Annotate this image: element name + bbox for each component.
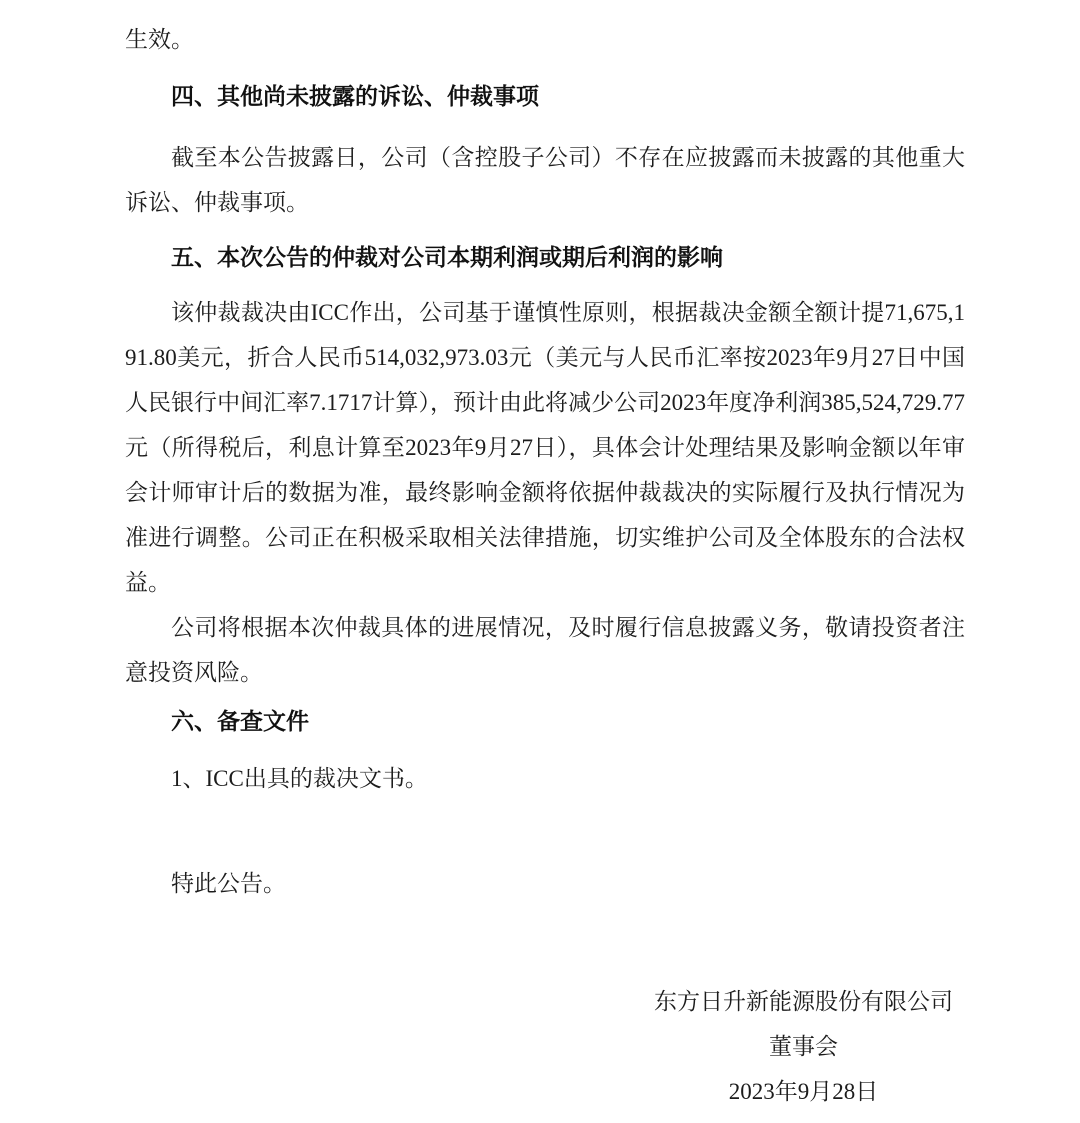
section-6-heading: 六、备查文件 (171, 708, 309, 734)
section-5-paragraph-investor-notice: 公司将根据本次仲裁具体的进展情况，及时履行信息披露义务，敬请投资者注意投资风险。 (125, 615, 965, 685)
signature-block (654, 979, 953, 1114)
section-5-heading: 五、本次公告的仲裁对公司本期利润或期后利润的影响 (171, 244, 723, 270)
closing-statement: 特此公告。 (171, 871, 286, 896)
signature-board-of-directors: 董事会 (769, 1034, 838, 1059)
signature-date: 2023年9月28日 (728, 1079, 879, 1104)
signature-company-name: 东方日升新能源股份有限公司 (654, 989, 953, 1014)
section-6-paragraph-reference-doc: 1、ICC出具的裁决文书。 (171, 766, 428, 791)
carryover-paragraph: 生效。 (125, 27, 194, 52)
section-4-heading: 四、其他尚未披露的诉讼、仲裁事项 (171, 83, 539, 109)
section-4-paragraph: 截至本公告披露日，公司（含控股子公司）不存在应披露而未披露的其他重大诉讼、仲裁事项。 (125, 145, 965, 215)
section-5-paragraph-impact: 该仲裁裁决由ICC作出，公司基于谨慎性原则，根据裁决金额全额计提71,675,191.80美元，折合人民币514,032,973.03元（美元与人民币汇率按2023年9月27日中国人民银行中间汇率7.1717计算），预计由此将减少公司2023年度净利润385,524,729.77元（所得税后，利息计算至2023年9月27日），具体会计处理结果及影响金额以年审会计师审计后的数据为准，最终影响金额将依据仲裁裁决的实际履行及执行情况为准进行调整。公司正在积极采取相关法律措施，切实维护公司及全体股东的合法权益。 (125, 300, 965, 595)
